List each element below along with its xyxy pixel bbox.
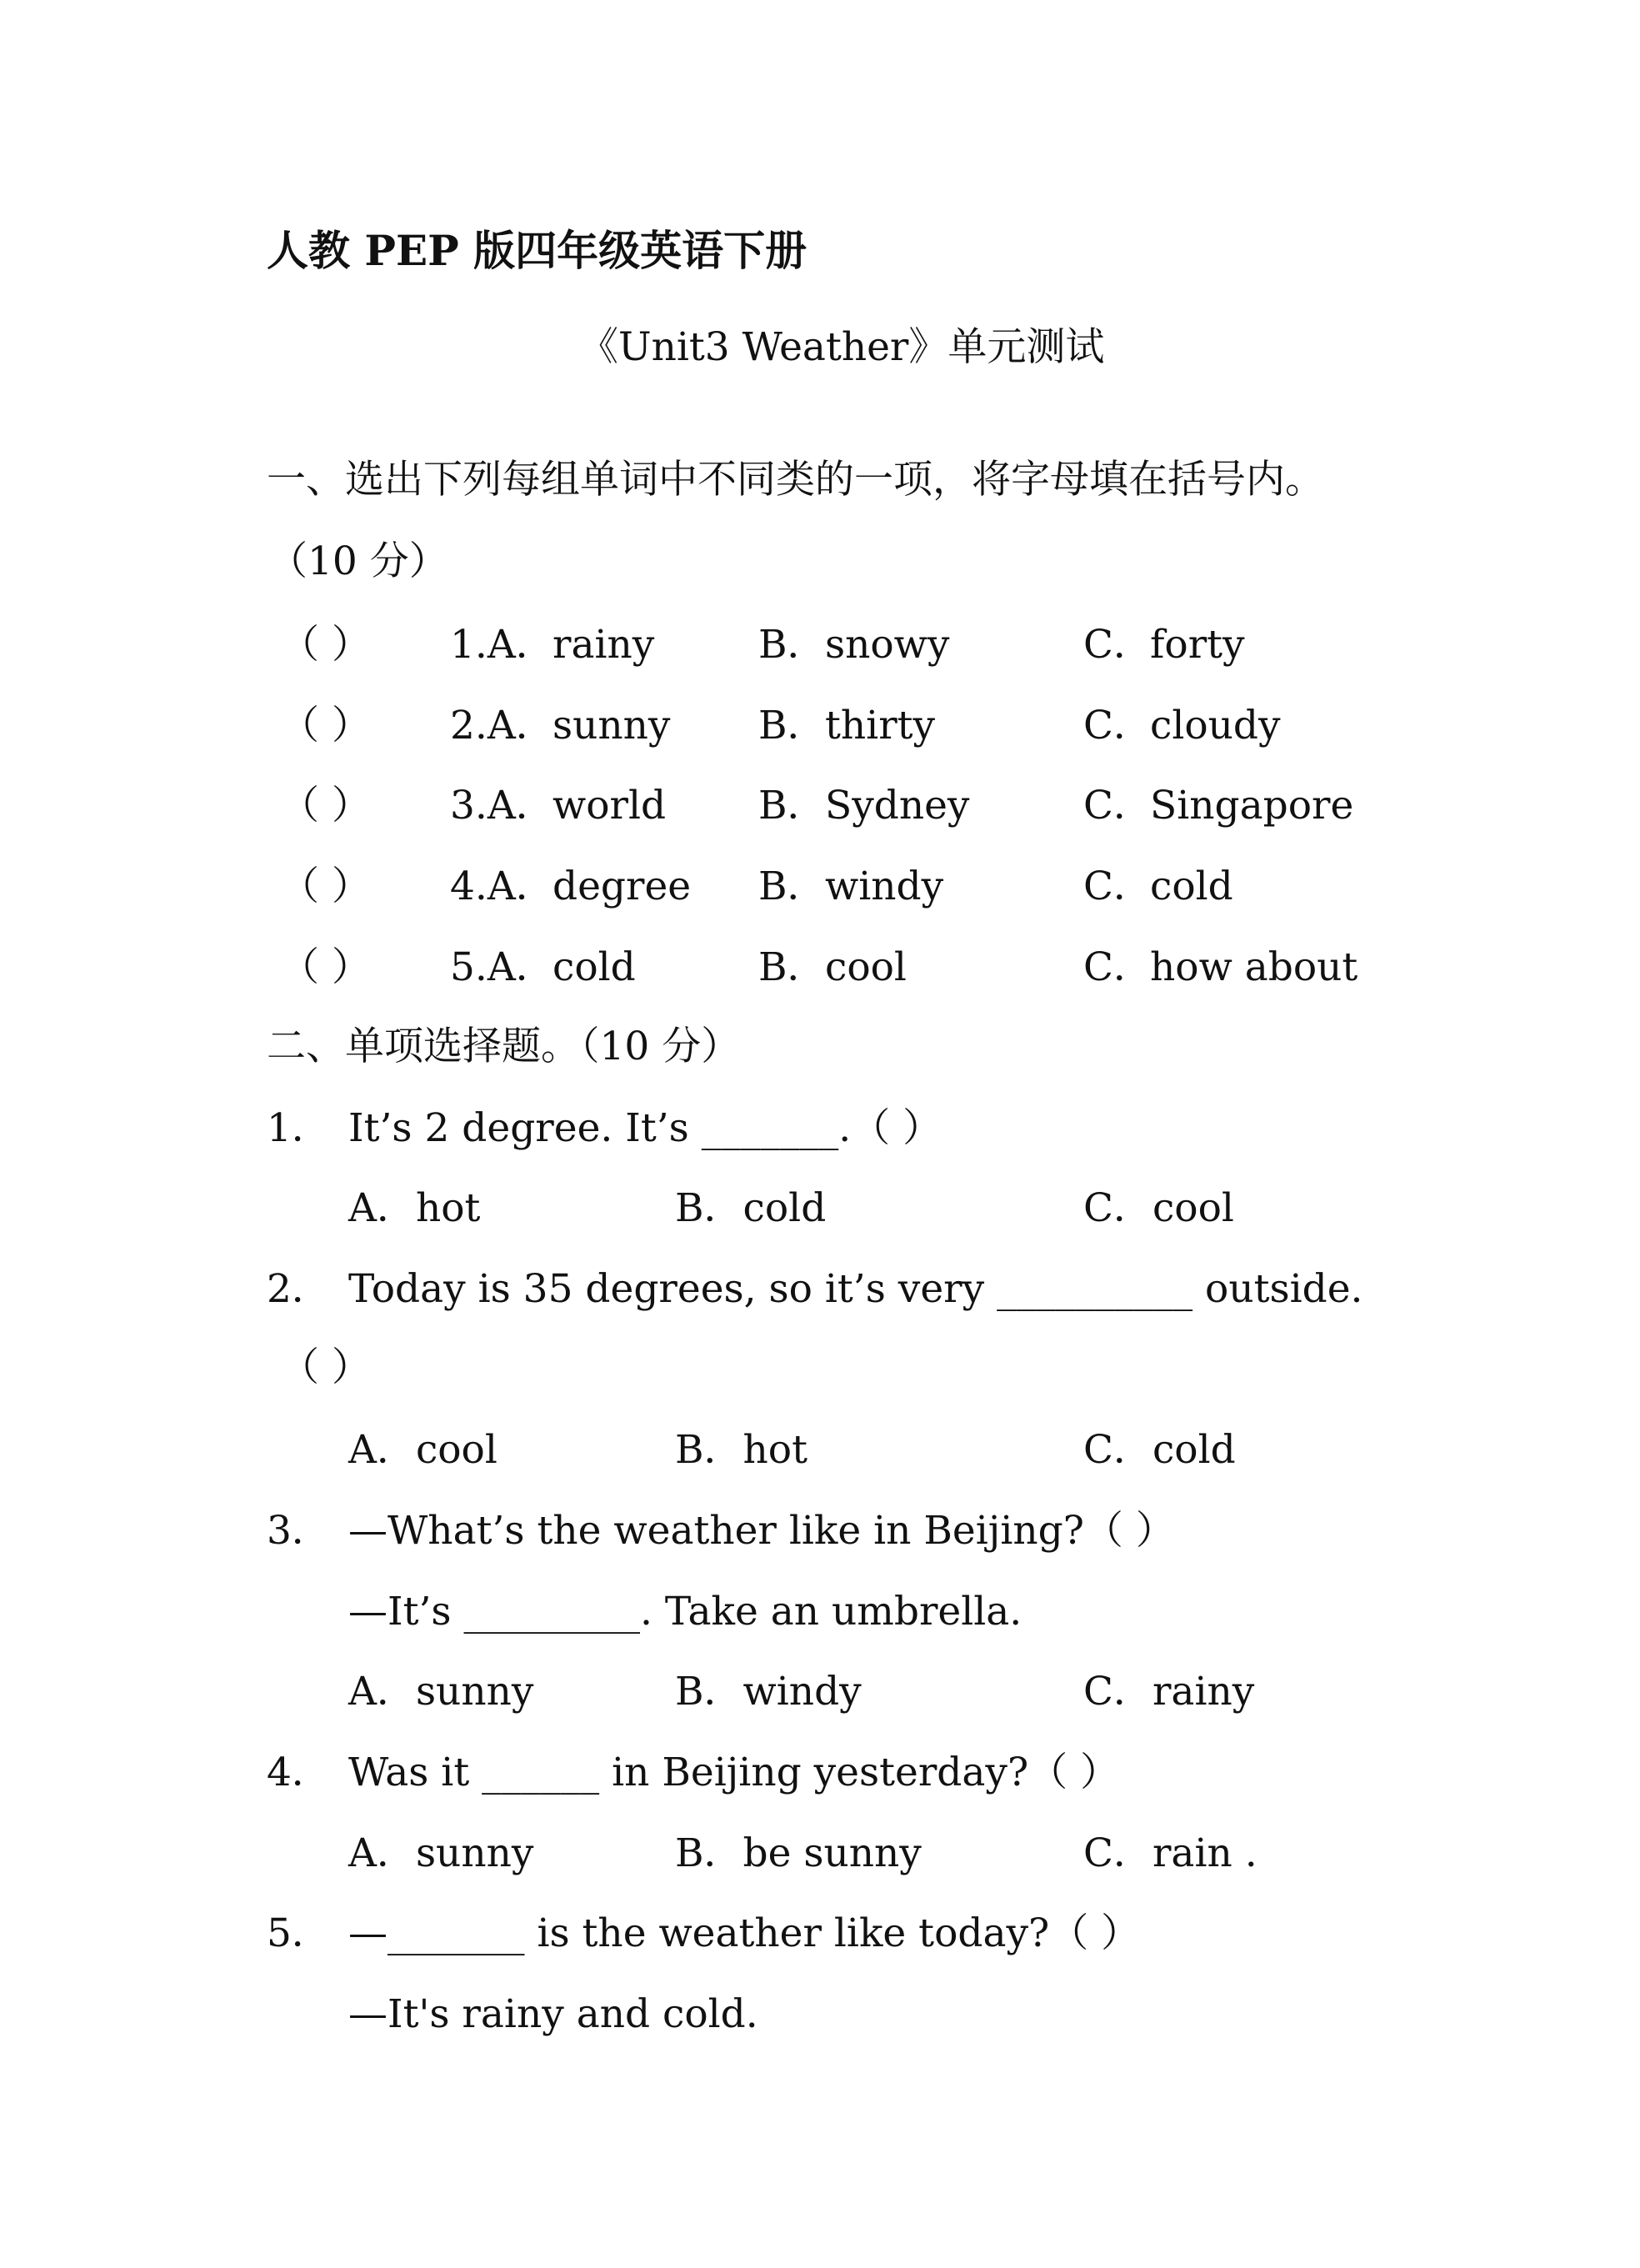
- option-b: B．cold: [675, 1185, 827, 1231]
- question-text: Was it ______ in Beijing yesterday?（ ）: [348, 1750, 1120, 1795]
- option-a: A．sunny: [348, 1669, 534, 1715]
- question-number: 3．: [267, 1508, 331, 1554]
- answer-bracket: （ ）: [280, 783, 371, 829]
- option-c-label: C．: [1083, 944, 1152, 990]
- option-c-label: C．: [1083, 622, 1152, 668]
- option-c: forty: [1150, 622, 1245, 668]
- option-a: sunny: [552, 703, 671, 748]
- option-b: B．windy: [675, 1669, 862, 1715]
- item-number: 1.A．: [450, 622, 555, 668]
- document-subtitle: 《Unit3 Weather》单元测试: [579, 324, 1105, 370]
- item-number: 2.A．: [450, 703, 555, 748]
- option-b: windy: [825, 864, 944, 909]
- option-b: Sydney: [825, 783, 970, 829]
- section1-heading: 一、选出下列每组单词中不同类的一项，将字母填在括号内。: [267, 457, 1324, 503]
- question-number: 2．: [267, 1266, 331, 1312]
- answer-bracket: （ ）: [280, 944, 371, 990]
- option-c: C．cool: [1083, 1185, 1234, 1231]
- option-a: A．hot: [348, 1185, 481, 1231]
- question-text: It’s 2 degree. It’s _______.（ ）: [348, 1105, 942, 1151]
- option-c-label: C．: [1083, 783, 1152, 829]
- question-text: —What’s the weather like in Beijing?（ ）: [348, 1508, 1175, 1554]
- option-b-label: B．: [758, 783, 827, 829]
- answer-bracket: （ ）: [280, 703, 371, 748]
- option-c-label: C．: [1083, 703, 1152, 748]
- option-c: C．rain .: [1083, 1830, 1258, 1876]
- option-a: cold: [552, 944, 636, 990]
- option-b-label: B．: [758, 864, 827, 909]
- option-b: snowy: [825, 622, 950, 668]
- option-a: world: [552, 783, 667, 829]
- option-b-label: B．: [758, 703, 827, 748]
- question-number: 5．: [267, 1910, 331, 1956]
- answer-bracket: （ ）: [280, 622, 371, 668]
- question-number: 4．: [267, 1750, 331, 1795]
- option-a: A．sunny: [348, 1830, 534, 1876]
- item-number: 4.A．: [450, 864, 555, 909]
- option-c: cold: [1150, 864, 1233, 909]
- question-text: —_______ is the weather like today?（ ）: [348, 1910, 1141, 1956]
- answer-bracket: （ ）: [280, 864, 371, 909]
- option-c: cloudy: [1150, 703, 1281, 748]
- option-b: B．be sunny: [675, 1830, 922, 1876]
- option-b-label: B．: [758, 944, 827, 990]
- question-response: —It’s _________. Take an umbrella.: [348, 1589, 1022, 1635]
- option-b: thirty: [825, 703, 936, 748]
- item-number: 3.A．: [450, 783, 555, 829]
- section1-points: （10 分）: [268, 538, 448, 584]
- option-c: C．rainy: [1083, 1669, 1255, 1715]
- question-number: 1．: [267, 1105, 331, 1151]
- option-b-label: B．: [758, 622, 827, 668]
- option-a: rainy: [552, 622, 655, 668]
- option-c-label: C．: [1083, 864, 1152, 909]
- option-b: B．hot: [675, 1427, 808, 1473]
- option-c: Singapore: [1150, 783, 1354, 829]
- option-b: cool: [825, 944, 907, 990]
- section2-heading: 二、单项选择题。（10 分）: [267, 1024, 741, 1069]
- option-c: C．cold: [1083, 1427, 1236, 1473]
- option-c: how about: [1150, 944, 1358, 990]
- option-a: degree: [552, 864, 692, 909]
- answer-bracket: （ ）: [280, 1344, 371, 1390]
- item-number: 5.A．: [450, 944, 555, 990]
- question-text: Today is 35 degrees, so it’s very __________ outside.: [348, 1266, 1363, 1312]
- option-a: A．cool: [348, 1427, 498, 1473]
- question-response: —It's rainy and cold.: [348, 1991, 758, 2037]
- document-title: 人教 PEP 版四年级英语下册: [267, 226, 808, 275]
